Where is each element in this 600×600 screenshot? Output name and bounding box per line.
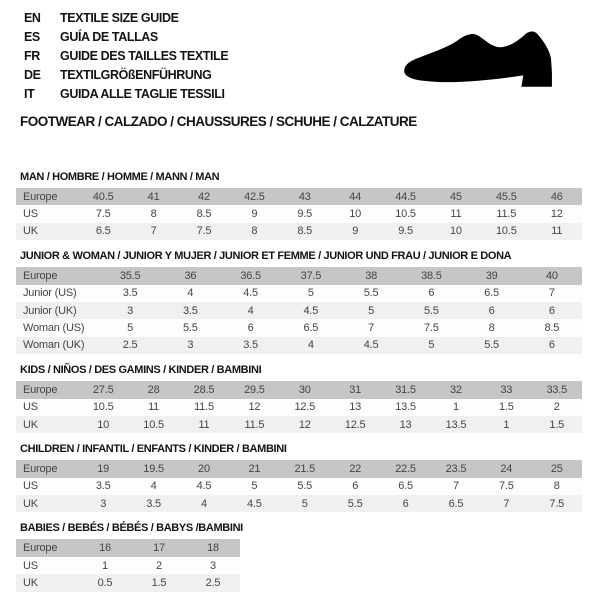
size-cell: 7.5	[549, 497, 565, 510]
table-row	[16, 495, 582, 512]
size-cell: 41	[147, 190, 160, 203]
size-cell: 3.5	[146, 497, 161, 510]
size-cell: 7	[548, 287, 555, 300]
size-cell: 5.5	[347, 497, 363, 510]
size-cell: 6.5	[398, 480, 413, 493]
table-row	[16, 478, 582, 495]
size-cell: 6	[352, 480, 359, 493]
size-cell: 10.5	[143, 418, 164, 431]
size-cell: 7	[150, 225, 157, 238]
size-cell: 7.5	[196, 225, 212, 238]
size-table	[16, 381, 582, 433]
size-cell: 1	[452, 401, 459, 414]
size-cell: 3	[100, 497, 107, 510]
size-cell: 11	[450, 208, 462, 221]
size-cell: 36	[184, 269, 197, 282]
size-cell: 12	[298, 418, 311, 431]
row-label: Europe	[23, 542, 58, 555]
size-cell: 16	[99, 542, 111, 555]
row-label: Europe	[23, 269, 58, 282]
size-cell: 6.5	[95, 225, 111, 238]
language-code: DE	[24, 68, 41, 82]
language-code: ES	[24, 30, 40, 44]
language-code: IT	[24, 87, 35, 101]
size-cell: 43	[298, 190, 311, 203]
size-cell: 5.5	[484, 339, 499, 352]
row-label: US	[23, 559, 38, 572]
language-label: TEXTILE SIZE GUIDE	[60, 11, 179, 25]
size-cell: 25	[550, 462, 563, 475]
size-cell: 4.5	[363, 339, 379, 352]
section-title: KIDS / NIÑOS / DES GAMINS / KINDER / BAMBINI	[20, 364, 262, 377]
size-cell: 6.5	[303, 322, 319, 335]
size-cell: 5.5	[297, 480, 313, 493]
size-cell: 9	[251, 208, 258, 221]
category-title: FOOTWEAR / CALZADO / CHAUSSURES / SCHUHE / CALZATURE	[20, 114, 417, 129]
row-label: US	[23, 480, 38, 493]
size-cell: 12	[248, 401, 261, 414]
row-label: UK	[23, 576, 38, 589]
row-label: UK	[23, 418, 38, 431]
size-cell: 18	[207, 542, 219, 555]
size-cell: 4	[201, 497, 207, 510]
size-cell: 33	[500, 383, 513, 396]
size-cell: 2	[156, 559, 162, 572]
size-cell: 7.5	[498, 480, 514, 493]
size-cell: 4	[150, 480, 157, 493]
size-cell: 23.5	[445, 462, 467, 475]
size-cell: 5	[127, 322, 134, 335]
table-row	[16, 539, 240, 556]
row-label: Europe	[23, 383, 58, 396]
table-row	[16, 267, 582, 284]
size-table	[16, 460, 582, 512]
size-cell: 10.5	[496, 225, 517, 238]
size-cell: 3	[187, 339, 194, 352]
size-cell: 27.5	[92, 383, 114, 396]
size-cell: 36.5	[240, 269, 261, 282]
row-label: Junior (US)	[23, 287, 77, 300]
size-cell: 17	[153, 542, 165, 555]
size-cell: 1.5	[151, 576, 167, 589]
size-cell: 13	[349, 401, 362, 414]
dress-shoe-icon	[400, 26, 572, 96]
size-cell: 8.5	[196, 208, 212, 221]
row-label: US	[23, 401, 38, 414]
language-code: EN	[24, 11, 41, 25]
size-cell: 8	[251, 225, 258, 238]
size-cell: 3.5	[243, 339, 258, 352]
size-cell: 29.5	[244, 383, 265, 396]
size-cell: 46	[550, 190, 563, 203]
size-cell: 37.5	[300, 269, 322, 282]
size-cell: 12	[550, 208, 563, 221]
size-cell: 6	[402, 497, 409, 510]
size-cell: 12.5	[344, 418, 366, 431]
row-label: UK	[23, 497, 38, 510]
size-cell: 9.5	[297, 208, 313, 221]
size-cell: 6.5	[448, 497, 464, 510]
row-label: Junior (UK)	[23, 304, 77, 317]
size-cell: 11.5	[244, 418, 265, 431]
language-label: TEXTILGRÖßENFÜHRUNG	[60, 68, 212, 82]
size-cell: 5	[428, 339, 435, 352]
size-cell: 10.5	[92, 401, 114, 414]
size-cell: 13.5	[445, 418, 467, 431]
table-row	[16, 285, 582, 302]
table-row	[16, 574, 240, 591]
size-cell: 9.5	[398, 225, 413, 238]
guide-header	[0, 0, 600, 129]
size-cell: 4.5	[243, 287, 258, 300]
section-title: BABIES / BEBÉS / BÉBÉS / BABYS /BAMBINI	[20, 522, 243, 535]
size-cell: 4	[187, 287, 194, 300]
size-cell: 5	[301, 497, 308, 510]
size-cell: 8.5	[297, 225, 313, 238]
size-cell: 19.5	[143, 462, 164, 475]
size-cell: 11.5	[194, 401, 214, 414]
size-cell: 45	[450, 190, 462, 203]
size-cell: 9	[352, 225, 359, 238]
size-cell: 7	[503, 497, 510, 510]
size-cell: 2.5	[122, 339, 138, 352]
size-cell: 31	[349, 383, 362, 396]
size-cell: 40	[545, 269, 558, 282]
table-row	[16, 302, 582, 319]
size-cell: 11	[198, 418, 210, 431]
size-cell: 19	[97, 462, 110, 475]
size-cell: 12.5	[294, 401, 316, 414]
table-row	[16, 205, 582, 222]
row-label: US	[23, 208, 38, 221]
size-cell: 38	[365, 269, 378, 282]
size-cell: 28	[147, 383, 160, 396]
size-cell: 5.5	[183, 322, 198, 335]
size-cell: 38.5	[421, 269, 442, 282]
size-cell: 5.5	[424, 304, 439, 317]
size-cell: 8.5	[544, 322, 560, 335]
size-table	[16, 267, 582, 354]
size-section	[16, 364, 600, 433]
section-title: CHILDREN / INFANTIL / ENFANTS / KINDER / BAMBINI	[20, 443, 287, 456]
size-cell: 3	[127, 304, 134, 317]
size-cell: 11.5	[496, 208, 517, 221]
table-row	[16, 223, 582, 240]
size-cell: 8	[488, 322, 495, 335]
table-row	[16, 416, 582, 433]
size-cell: 35.5	[119, 269, 141, 282]
size-cell: 2	[553, 401, 560, 414]
size-cell: 6	[247, 322, 254, 335]
size-cell: 4	[307, 339, 314, 352]
size-cell: 5	[368, 304, 375, 317]
row-label: Woman (US)	[23, 322, 85, 335]
size-cell: 6	[548, 304, 555, 317]
size-cell: 22	[349, 462, 362, 475]
size-cell: 13	[399, 418, 412, 431]
size-cell: 4	[247, 304, 254, 317]
size-cell: 7	[368, 322, 375, 335]
size-cell: 11	[148, 401, 160, 414]
size-cell: 5	[251, 480, 258, 493]
row-label: UK	[23, 225, 38, 238]
size-cell: 3.5	[122, 287, 138, 300]
size-cell: 6	[488, 304, 495, 317]
size-cell: 6	[548, 339, 555, 352]
size-cell: 4.5	[196, 480, 212, 493]
size-section	[16, 171, 600, 240]
size-cell: 13.5	[395, 401, 416, 414]
size-cell: 7.5	[95, 208, 111, 221]
table-row	[16, 337, 582, 354]
size-cell: 1.5	[549, 418, 565, 431]
size-table	[16, 188, 582, 240]
size-cell: 10	[97, 418, 110, 431]
size-cell: 44	[349, 190, 362, 203]
size-cell: 30	[298, 383, 311, 396]
language-label: GUIDE DES TAILLES TEXTILE	[60, 49, 229, 63]
size-section	[16, 522, 600, 591]
size-cell: 22.5	[395, 462, 416, 475]
size-cell: 33.5	[546, 383, 568, 396]
table-row	[16, 460, 582, 477]
size-cell: 4.5	[303, 304, 319, 317]
size-cell: 7	[452, 480, 459, 493]
language-label: GUÍA DE TALLAS	[60, 30, 158, 44]
size-cell: 10	[450, 225, 462, 238]
size-cell: 6	[428, 287, 435, 300]
size-tables-area	[0, 171, 600, 592]
size-cell: 39	[485, 269, 498, 282]
size-cell: 32	[450, 383, 462, 396]
section-title: JUNIOR & WOMAN / JUNIOR Y MUJER / JUNIOR ET FEMME / JUNIOR UND FRAU / JUNIOR E DONA	[20, 250, 512, 263]
size-cell: 20	[198, 462, 210, 475]
row-label: Woman (UK)	[23, 339, 85, 352]
row-label: Europe	[23, 462, 58, 475]
size-cell: 2.5	[205, 576, 221, 589]
size-cell: 11	[551, 225, 563, 238]
size-cell: 8	[150, 208, 157, 221]
size-cell: 8	[553, 480, 560, 493]
size-section	[16, 250, 600, 354]
size-cell: 45.5	[496, 190, 517, 203]
size-cell: 24	[500, 462, 513, 475]
size-table	[16, 539, 240, 591]
section-title: MAN / HOMBRE / HOMME / MANN / MAN	[20, 171, 220, 183]
language-code: FR	[24, 49, 40, 63]
size-cell: 7.5	[424, 322, 439, 335]
table-row	[16, 188, 582, 205]
size-cell: 10.5	[395, 208, 416, 221]
size-cell: 28.5	[193, 383, 215, 396]
size-cell: 42	[198, 190, 210, 203]
size-cell: 31.5	[395, 383, 416, 396]
size-cell: 1	[102, 559, 108, 572]
table-row	[16, 381, 582, 398]
size-cell: 21.5	[294, 462, 316, 475]
size-cell: 10	[349, 208, 362, 221]
row-label: Europe	[23, 190, 58, 203]
size-cell: 1	[503, 418, 510, 431]
table-row	[16, 319, 582, 336]
table-row	[16, 557, 240, 574]
table-row	[16, 399, 582, 416]
size-cell: 0.5	[97, 576, 113, 589]
size-cell: 3	[210, 559, 216, 572]
size-cell: 5.5	[363, 287, 379, 300]
size-cell: 4.5	[247, 497, 262, 510]
size-cell: 3.5	[183, 304, 198, 317]
size-cell: 44.5	[395, 190, 416, 203]
language-label: GUIDA ALLE TAGLIE TESSILI	[60, 87, 225, 101]
size-cell: 42.5	[244, 190, 265, 203]
size-cell: 21	[248, 462, 261, 475]
size-cell: 40.5	[92, 190, 114, 203]
size-cell: 1.5	[498, 401, 514, 414]
size-cell: 6.5	[484, 287, 499, 300]
size-cell: 3.5	[95, 480, 111, 493]
size-cell: 5	[307, 287, 314, 300]
size-section	[16, 443, 600, 512]
